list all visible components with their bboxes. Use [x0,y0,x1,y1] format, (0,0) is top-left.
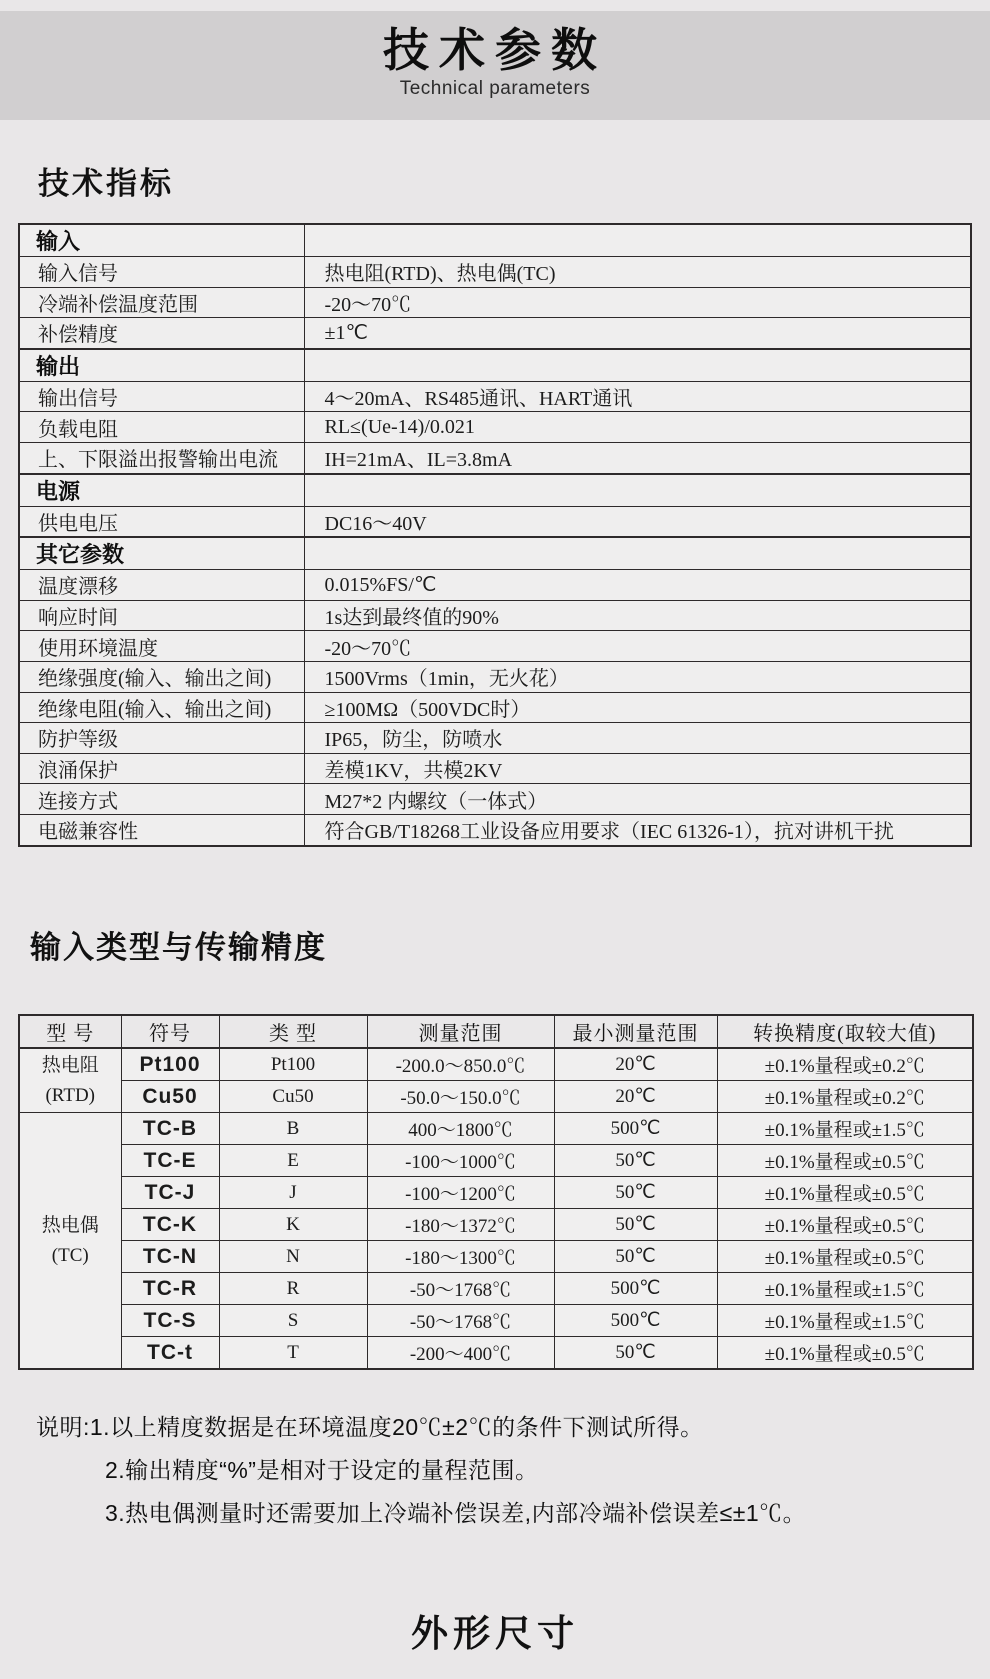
measure-range: 400～1800℃ [367,1113,554,1145]
spec-value: 4～20mA、RS485通讯、HART通讯 [304,381,971,412]
sensor-symbol: TC-E [121,1145,219,1177]
accuracy-row [19,1177,973,1209]
note-text: 2.输出精度“%”是相对于设定的量程范围。 [105,1457,539,1483]
note-text: 3.热电偶测量时还需要加上冷端补偿误差,内部冷端补偿误差≤±1℃。 [105,1500,807,1526]
spec-label: 输出 [19,349,304,382]
spec-value [304,474,971,507]
spec-label: 温度漂移 [19,570,304,601]
sensor-symbol: TC-K [121,1209,219,1241]
spec-value: 0.015%FS/℃ [304,570,971,601]
spec-label: 输入 [19,224,304,257]
sensor-symbol: TC-t [121,1337,219,1370]
accuracy-row [19,1081,973,1113]
min-measure-range: 50℃ [554,1177,717,1209]
accuracy-col-header: 测量范围 [367,1015,554,1048]
conversion-accuracy: ±0.1%量程或±0.2℃ [717,1081,973,1113]
accuracy-row [19,1209,973,1241]
spec-section-row [19,224,971,257]
spec-label: 绝缘电阻(输入、输出之间) [19,692,304,723]
spec-label: 防护等级 [19,723,304,754]
spec-label: 补偿精度 [19,318,304,349]
sensor-symbol: TC-J [121,1177,219,1209]
spec-label: 输出信号 [19,381,304,412]
sensor-type: J [219,1177,367,1209]
spec-label: 绝缘强度(输入、输出之间) [19,661,304,692]
accuracy-section-heading: 输入类型与传输精度 [30,930,327,965]
sensor-type: Cu50 [219,1081,367,1113]
accuracy-table [18,1014,974,1370]
conversion-accuracy: ±0.1%量程或±0.5℃ [717,1337,973,1370]
accuracy-table-head [19,1015,973,1048]
sensor-type: B [219,1113,367,1145]
spec-value [304,537,971,570]
note-line [36,1406,966,1449]
sensor-symbol: TC-R [121,1273,219,1305]
spec-label: 供电电压 [19,506,304,537]
spec-value: 1s达到最终值的90% [304,600,971,631]
spec-row [19,723,971,754]
spec-row [19,814,971,845]
page-title: 技术参数 [383,24,607,76]
spec-label: 电源 [19,474,304,507]
accuracy-row [19,1273,973,1305]
spec-row [19,412,971,443]
sensor-symbol: TC-N [121,1241,219,1273]
sensor-group-line: (TC) [51,1244,89,1266]
spec-value [304,349,971,382]
spec-section-row [19,537,971,570]
sensor-type: Pt100 [219,1048,367,1081]
measure-range: -100～1000℃ [367,1145,554,1177]
measure-range: -180～1372℃ [367,1209,554,1241]
spec-row [19,753,971,784]
conversion-accuracy: ±0.1%量程或±0.5℃ [717,1177,973,1209]
header-banner [0,11,990,120]
spec-row [19,287,971,318]
sensor-type: N [219,1241,367,1273]
spec-value: 符合GB/T18268工业设备应用要求（IEC 61326-1），抗对讲机干扰 [304,814,971,845]
spec-row [19,784,971,815]
min-measure-range: 500℃ [554,1305,717,1337]
accuracy-row [19,1113,973,1145]
spec-label: 其它参数 [19,537,304,570]
conversion-accuracy: ±0.1%量程或±1.5℃ [717,1113,973,1145]
accuracy-table-body [19,1048,973,1369]
spec-value: DC16～40V [304,506,971,537]
spec-value: 差模1KV，共模2KV [304,753,971,784]
spec-value: RL≤(Ue-14)/0.021 [304,412,971,443]
dimensions-heading: 外形尺寸 [411,1613,579,1654]
spec-label: 负载电阻 [19,412,304,443]
spec-label: 冷端补偿温度范围 [19,287,304,318]
sensor-type: K [219,1209,367,1241]
sensor-group-label [19,1048,121,1113]
accuracy-row [19,1145,973,1177]
accuracy-col-header: 最小测量范围 [554,1015,717,1048]
spec-value: M27*2 内螺纹（一体式） [304,784,971,815]
min-measure-range: 500℃ [554,1273,717,1305]
measure-range: -100～1200℃ [367,1177,554,1209]
sensor-type: S [219,1305,367,1337]
measure-range: -180～1300℃ [367,1241,554,1273]
spec-value: 热电阻(RTD)、热电偶(TC) [304,257,971,288]
spec-table-body [19,224,971,846]
note-line [105,1449,966,1492]
accuracy-col-header: 转换精度(取较大值) [717,1015,973,1048]
spec-label: 电磁兼容性 [19,814,304,845]
spec-row [19,442,971,473]
conversion-accuracy: ±0.1%量程或±0.2℃ [717,1048,973,1081]
accuracy-row [19,1241,973,1273]
spec-value [304,224,971,257]
spec-row [19,631,971,662]
min-measure-range: 20℃ [554,1048,717,1081]
measure-range: -200.0～850.0℃ [367,1048,554,1081]
note-line [105,1492,966,1535]
sensor-type: E [219,1145,367,1177]
note-prefix: 说明: [36,1414,90,1440]
min-measure-range: 50℃ [554,1209,717,1241]
spec-value: -20～70℃ [304,631,971,662]
sensor-group-line: (RTD) [45,1084,95,1106]
spec-row [19,506,971,537]
accuracy-col-header: 型 号 [19,1015,121,1048]
note-text: 1.以上精度数据是在环境温度20℃±2℃的条件下测试所得。 [89,1414,704,1440]
spec-row [19,692,971,723]
page-subtitle: Technical parameters [399,78,591,100]
measure-range: -50～1768℃ [367,1305,554,1337]
spec-label: 上、下限溢出报警输出电流 [19,442,304,473]
spec-row [19,381,971,412]
accuracy-row [19,1048,973,1081]
spec-row [19,570,971,601]
conversion-accuracy: ±0.1%量程或±1.5℃ [717,1273,973,1305]
sensor-symbol: Cu50 [121,1081,219,1113]
spec-row [19,600,971,631]
accuracy-row [19,1305,973,1337]
sensor-symbol: TC-S [121,1305,219,1337]
spec-value: 1500Vrms（1min，无火花） [304,661,971,692]
spec-section-heading: 技术指标 [38,166,174,201]
spec-value: ±1℃ [304,318,971,349]
min-measure-range: 50℃ [554,1145,717,1177]
sensor-group-line: 热电偶 [41,1214,99,1236]
sensor-group-line: 热电阻 [41,1054,99,1076]
spec-value: -20～70℃ [304,287,971,318]
conversion-accuracy: ±0.1%量程或±0.5℃ [717,1145,973,1177]
spec-label: 响应时间 [19,600,304,631]
spec-label: 连接方式 [19,784,304,815]
accuracy-col-header: 类 型 [219,1015,367,1048]
spec-section-row [19,474,971,507]
min-measure-range: 500℃ [554,1113,717,1145]
notes-block [36,1406,966,1535]
spec-value: IP65，防尘，防喷水 [304,723,971,754]
spec-label: 使用环境温度 [19,631,304,662]
measure-range: -50～1768℃ [367,1273,554,1305]
min-measure-range: 50℃ [554,1241,717,1273]
accuracy-col-header: 符号 [121,1015,219,1048]
spec-value: IH=21mA、IL=3.8mA [304,442,971,473]
spec-row [19,257,971,288]
sensor-type: T [219,1337,367,1370]
spec-value: ≥100MΩ（500VDC时） [304,692,971,723]
spec-row [19,661,971,692]
conversion-accuracy: ±0.1%量程或±0.5℃ [717,1209,973,1241]
spec-label: 输入信号 [19,257,304,288]
sensor-type: R [219,1273,367,1305]
conversion-accuracy: ±0.1%量程或±1.5℃ [717,1305,973,1337]
sensor-symbol: TC-B [121,1113,219,1145]
accuracy-row [19,1337,973,1370]
conversion-accuracy: ±0.1%量程或±0.5℃ [717,1241,973,1273]
sensor-symbol: Pt100 [121,1048,219,1081]
measure-range: -50.0～150.0℃ [367,1081,554,1113]
sensor-group-label [19,1113,121,1370]
min-measure-range: 20℃ [554,1081,717,1113]
min-measure-range: 50℃ [554,1337,717,1370]
spec-section-row [19,349,971,382]
spec-row [19,318,971,349]
measure-range: -200～400℃ [367,1337,554,1370]
spec-table [18,223,972,847]
spec-label: 浪涌保护 [19,753,304,784]
